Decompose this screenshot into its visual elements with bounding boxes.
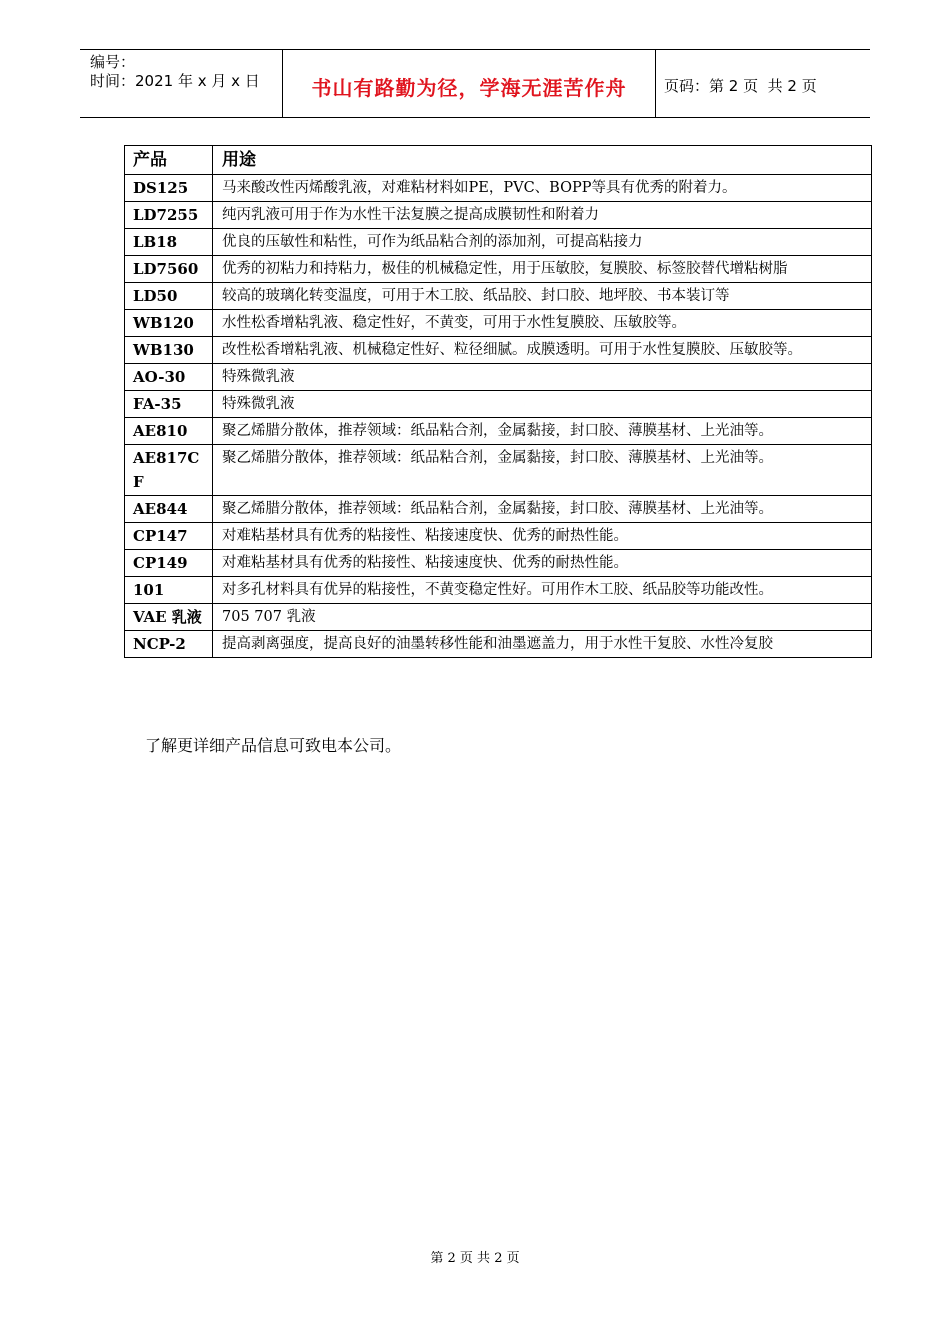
document-time-label: 时间：2021 年 x 月 x 日 bbox=[90, 72, 260, 90]
product-use: 较高的玻璃化转变温度，可用于木工胶、纸品胶、封口胶、地坪胶、书本装订等 bbox=[213, 283, 872, 310]
product-code: AE844 bbox=[125, 496, 213, 523]
product-code: LD7255 bbox=[125, 202, 213, 229]
product-code: CP147 bbox=[125, 523, 213, 550]
document-number-label: 编号： bbox=[90, 53, 136, 71]
product-code: FA-35 bbox=[125, 391, 213, 418]
product-use: 纯丙乳液可用于作为水性干法复膜之提高成膜韧性和附着力 bbox=[213, 202, 872, 229]
table-row bbox=[125, 310, 872, 337]
product-use: 马来酸改性丙烯酸乳液，对难粘材料如PE，PVC、BOPP等具有优秀的附着力。 bbox=[213, 175, 872, 202]
product-use: 聚乙烯腊分散体，推荐领域：纸品粘合剂，金属黏接，封口胶、薄膜基材、上光油等。 bbox=[213, 418, 872, 445]
table-row bbox=[125, 445, 872, 496]
product-use: 改性松香增粘乳液、机械稳定性好、粒径细腻。成膜透明。可用于水性复膜胶、压敏胶等。 bbox=[213, 337, 872, 364]
product-use: 705 707 乳液 bbox=[213, 604, 872, 631]
product-code: LB18 bbox=[125, 229, 213, 256]
table-row bbox=[125, 283, 872, 310]
table-row bbox=[125, 391, 872, 418]
product-code: CP149 bbox=[125, 550, 213, 577]
product-code: WB130 bbox=[125, 337, 213, 364]
table-row bbox=[125, 202, 872, 229]
product-use: 对难粘基材具有优秀的粘接性、粘接速度快、优秀的耐热性能。 bbox=[213, 523, 872, 550]
product-use: 提高剥离强度，提高良好的油墨转移性能和油墨遮盖力，用于水性干复胶、水性冷复胶 bbox=[213, 631, 872, 658]
product-use: 水性松香增粘乳液、稳定性好，不黄变，可用于水性复膜胶、压敏胶等。 bbox=[213, 310, 872, 337]
header-page-info: 页码：第 2 页 共 2 页 bbox=[664, 77, 817, 95]
product-code: LD50 bbox=[125, 283, 213, 310]
product-use: 优良的压敏性和粘性，可作为纸品粘合剂的添加剂，可提高粘接力 bbox=[213, 229, 872, 256]
product-table bbox=[124, 145, 872, 658]
table-row bbox=[125, 229, 872, 256]
table-row bbox=[125, 577, 872, 604]
product-use: 聚乙烯腊分散体，推荐领域：纸品粘合剂，金属黏接，封口胶、薄膜基材、上光油等。 bbox=[213, 496, 872, 523]
header-bottom-rule bbox=[80, 117, 870, 118]
table-row bbox=[125, 523, 872, 550]
table-row bbox=[125, 496, 872, 523]
product-code: 101 bbox=[125, 577, 213, 604]
product-code: AE817CF bbox=[125, 445, 213, 496]
product-code: WB120 bbox=[125, 310, 213, 337]
header-motto: 书山有路勤为径，学海无涯苦作舟 bbox=[311, 76, 627, 100]
page-footer: 第 2 页 共 2 页 bbox=[430, 1251, 520, 1266]
product-code: AE810 bbox=[125, 418, 213, 445]
product-use: 对难粘基材具有优秀的粘接性、粘接速度快、优秀的耐热性能。 bbox=[213, 550, 872, 577]
product-code: AO-30 bbox=[125, 364, 213, 391]
header-motto-cell bbox=[282, 50, 656, 117]
column-header-use: 用途 bbox=[213, 146, 872, 175]
product-code: VAE 乳液 bbox=[125, 604, 213, 631]
product-use: 优秀的初粘力和持粘力，极佳的机械稳定性，用于压敏胶，复膜胶、标签胶替代增粘树脂 bbox=[213, 256, 872, 283]
table-row bbox=[125, 256, 872, 283]
product-use: 对多孔材料具有优异的粘接性，不黄变稳定性好。可用作木工胶、纸品胶等功能改性。 bbox=[213, 577, 872, 604]
table-row bbox=[125, 550, 872, 577]
table-row bbox=[125, 337, 872, 364]
table-row bbox=[125, 364, 872, 391]
contact-note: 了解更详细产品信息可致电本公司。 bbox=[145, 736, 402, 755]
product-code: DS125 bbox=[125, 175, 213, 202]
product-use: 特殊微乳液 bbox=[213, 364, 872, 391]
table-row bbox=[125, 418, 872, 445]
product-code: NCP-2 bbox=[125, 631, 213, 658]
table-row bbox=[125, 175, 872, 202]
column-header-product: 产品 bbox=[125, 146, 213, 175]
product-code: LD7560 bbox=[125, 256, 213, 283]
table-header-row bbox=[125, 146, 872, 175]
product-use: 特殊微乳液 bbox=[213, 391, 872, 418]
table-row bbox=[125, 631, 872, 658]
product-use: 聚乙烯腊分散体，推荐领域：纸品粘合剂，金属黏接，封口胶、薄膜基材、上光油等。 bbox=[213, 445, 872, 496]
table-row bbox=[125, 604, 872, 631]
header-meta bbox=[90, 53, 280, 91]
